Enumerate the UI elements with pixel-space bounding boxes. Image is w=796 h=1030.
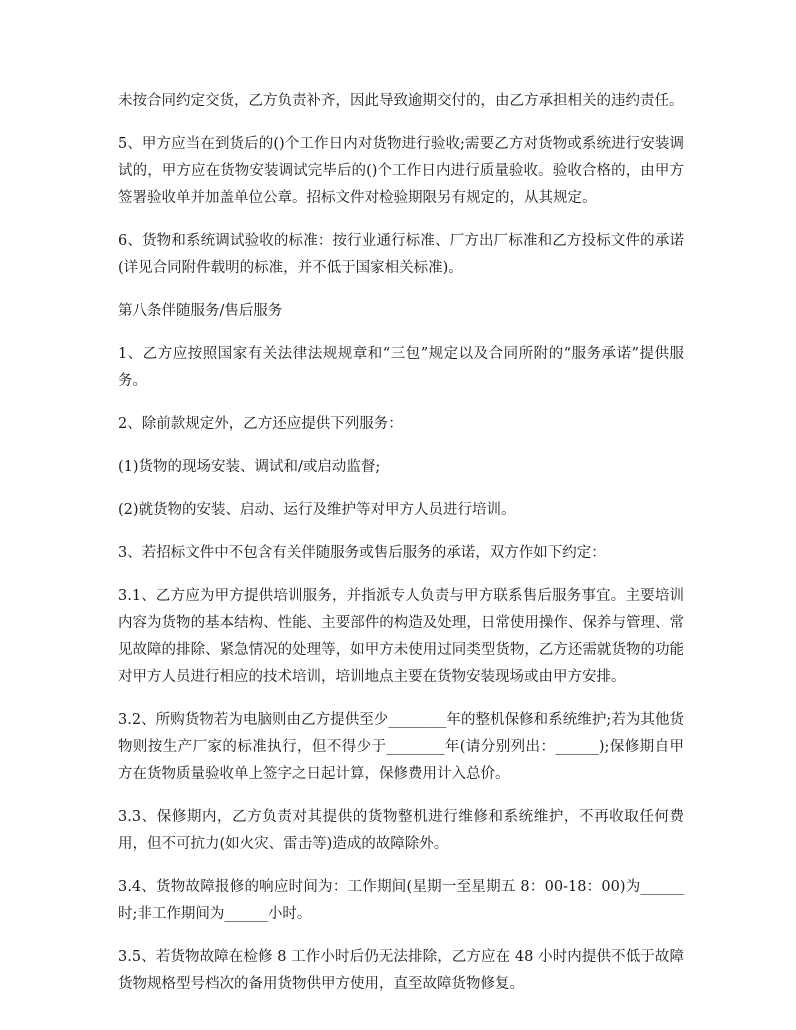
paragraph-acceptance-period: 5、甲方应当在到货后的()个工作日内对货物进行验收;需要乙方对货物或系统进行安装调试的，甲方应在货物安装调试完毕后的()个工作日内进行质量验收。验收合格的，由甲方签署验收单并加盖单位公章。招标文件对检验期限另有规定的，从其规定。 [118,136,684,206]
paragraph-training-service: 3.1、乙方应为甲方提供培训服务，并指派专人负责与甲方联系售后服务事宜。主要培训内容为货物的基本结构、性能、主要部件的构造及处理，日常使用操作、保养与管理、常见故障的排除、紧急情况的处理等，如甲方未使用过同类型货物，乙方还需就货物的功能对甲方人员进行相应的技术培训，培训地点主要在货物安装现场或由甲方安排。 [118,588,684,685]
list-item-training: (2)就货物的安装、启动、运行及维护等对甲方人员进行培训。 [118,502,516,518]
document-page [118,88,684,1014]
paragraph-additional-services: 2、除前款规定外，乙方还应提供下列服务： [118,416,403,432]
paragraph-response-time: 3.4、货物故障报修的响应时间为：工作期间(星期一至星期五 8：00-18：00)为______时;非工作期间为______小时。 [118,879,684,922]
paragraph-backup-goods: 3.5、若货物故障在检修 8 工作小时后仍无法排除，乙方应在 48 小时内提供不低于故障货物规格型号档次的备用货物供甲方使用，直至故障货物修复。 [118,949,684,992]
paragraph-acceptance-standard: 6、货物和系统调试验收的标准：按行业通行标准、厂方出厂标准和乙方投标文件的承诺(详见合同附件载明的标准，并不低于国家相关标准)。 [118,233,684,276]
section-heading-after-sales: 第八条伴随服务/售后服务 [118,303,283,319]
paragraph-service-commitment: 1、乙方应按照国家有关法律法规规章和“三包”规定以及合同所附的“服务承诺”提供服务。 [118,346,684,389]
paragraph-agreement: 3、若招标文件中不包含有关伴随服务或售后服务的承诺，双方作如下约定： [118,545,606,561]
paragraph-late-delivery: 未按合同约定交货，乙方负责补齐，因此导致逾期交付的，由乙方承担相关的违约责任。 [118,93,684,109]
list-item-installation: (1)货物的现场安装、调试和/或启动监督; [118,459,381,475]
paragraph-warranty-maintenance: 3.3、保修期内，乙方负责对其提供的货物整机进行维修和系统维护，不再收取任何费用，但不可抗力(如火灾、雷击等)造成的故障除外。 [118,809,684,852]
paragraph-warranty-period: 3.2、所购货物若为电脑则由乙方提供至少________年的整机保修和系统维护;若为其他货物则按生产厂家的标准执行，但不得少于________年(请分别列出：______);保修期自甲方在货物质量验收单上签字之日起计算，保修费用计入总价。 [118,712,684,782]
